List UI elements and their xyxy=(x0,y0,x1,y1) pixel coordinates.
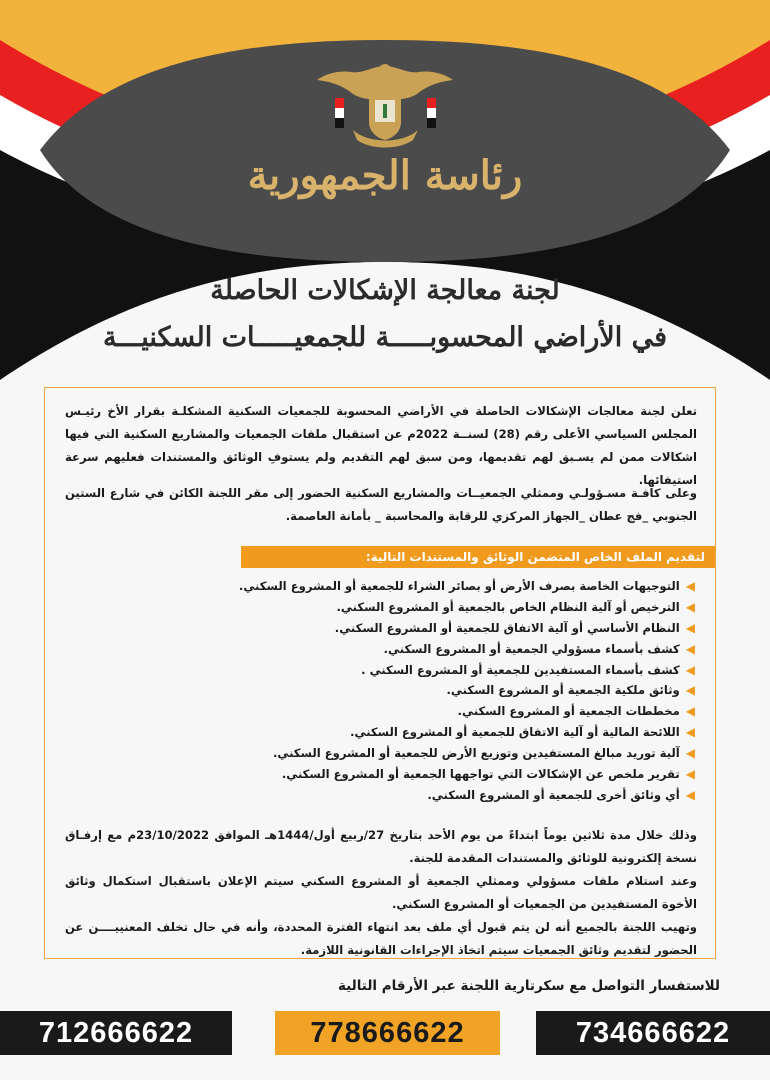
period-text: وذلك خلال مدة ثلاثين يوماً ابتداءً من يوم الأحد بتاريخ 27/ربيع أول/1444هـ الموافق 23/10/2022م مع إرفـاق نسخة إلكترونية للوثائق والمستندات المقدمة للجنة. xyxy=(65,828,697,865)
phone-number-1[interactable]: 712666622 xyxy=(0,1011,232,1055)
arrow-left-icon: ◀ xyxy=(685,599,695,614)
committee-title-line2: في الأراضي المحسوبـــــة للجمعيـــــات السكنيـــة xyxy=(102,322,668,353)
arrow-left-icon: ◀ xyxy=(685,787,695,802)
phone-number-3[interactable]: 734666622 xyxy=(536,1011,770,1055)
announcement-paragraph-2: وعلى كافـة مسـؤولـي وممثلي الجمعيــات والمشاريع السكنية الحضور إلى مقر اللجنة الكائن في شارع الستين الجنوبي _فج عطان _الجهاز المركزي للرقابة والمحاسبة _ بأمانة العاصمة. xyxy=(65,486,697,523)
list-item: ◀كشف بأسماء المستفيدين للجمعية أو المشروع السكني . xyxy=(220,660,695,681)
presidency-title: رئاسة الجمهورية xyxy=(247,152,523,199)
arrow-left-icon: ◀ xyxy=(685,767,695,782)
requirements-list xyxy=(220,576,695,806)
beneficiaries-text: وعند استلام ملفات مسؤولي وممثلي الجمعية أو المشروع السكني سيتم الإعلان باستقبال استكمال وثائق الأخوة المستفيدين من الجمعيات أو المشروع السكني. xyxy=(65,874,697,911)
list-item: ◀الترخيص أو آلية النظام الخاص بالجمعية أو المشروع السكني. xyxy=(220,597,695,618)
inquiry-text: للاستفسار التواصل مع سكرتارية اللجنة عبر الأرقام التالية xyxy=(337,978,720,994)
list-item: ◀تقرير ملخص عن الإشكالات التي تواجهها الجمعية أو المشروع السكني. xyxy=(220,764,695,785)
committee-title-line1: لجنة معالجة الإشكالات الحاصلة xyxy=(210,275,560,306)
list-item: ◀كشف بأسماء مسؤولي الجمعية أو المشروع السكني. xyxy=(220,639,695,660)
list-item: ◀اللائحة المالية أو آلية الاتفاق للجمعية أو المشروع السكني. xyxy=(220,722,695,743)
arrow-left-icon: ◀ xyxy=(685,662,695,677)
announcement-paragraph-1: تعلن لجنة معالجات الإشكالات الحاصلة في الأراضي المحسوبة للجمعيات السكنية المشكلـة بقرار الأخ رئيـس المجلس السياسي الأعلى رقم (28) لسنــة 2022م عن استقبال ملفات الجمعيات والمشاريع السكنية التي فيها اشكالات ممن لم يسـبق لهم تقديمها، ومن سبق لهم التقديم ولم يستوفِ الوثائق والمستندات فعليهم سرعة استيفائها. xyxy=(65,404,697,487)
arrow-left-icon: ◀ xyxy=(685,641,695,656)
arrow-left-icon: ◀ xyxy=(685,683,695,698)
list-item: ◀أي وثائق أخرى للجمعية أو المشروع السكني. xyxy=(220,785,695,806)
list-item: ◀النظام الأساسي أو آلية الاتفاق للجمعية أو المشروع السكني. xyxy=(220,618,695,639)
requirements-heading: لتقديم الملف الخاص المتضمن الوثائق والمستندات التالية: xyxy=(241,546,715,568)
arrow-left-icon: ◀ xyxy=(685,579,695,593)
arrow-left-icon: ◀ xyxy=(685,725,695,740)
list-item: ◀التوجيهات الخاصة بصرف الأرض أو بصائر الشراء للجمعية أو المشروع السكني. xyxy=(220,576,695,597)
arrow-left-icon: ◀ xyxy=(685,746,695,761)
warning-text: وتهيب اللجنة بالجميع أنه لن يتم قبول أي ملف بعد انتهاء الفترة المحددة، وأنه في حال تخلف المعنييــــن عن الحضور لتقديم وثائق الجمعيات سيتم اتخاذ الإجراءات القانونية اللازمة. xyxy=(65,920,697,957)
yemen-eagle-emblem-icon xyxy=(313,60,458,155)
announcement-paragraph-3 xyxy=(65,824,697,962)
list-item: ◀وثائق ملكية الجمعية أو المشروع السكني. xyxy=(220,680,695,701)
arrow-left-icon: ◀ xyxy=(685,704,695,719)
phone-number-2[interactable]: 778666622 xyxy=(275,1011,500,1055)
arrow-left-icon: ◀ xyxy=(685,620,695,635)
list-item: ◀آلية توريد مبالغ المستفيدين وتوزيع الأرض للجمعية أو المشروع السكني. xyxy=(220,743,695,764)
list-item: ◀مخططات الجمعية أو المشروع السكني. xyxy=(220,701,695,722)
